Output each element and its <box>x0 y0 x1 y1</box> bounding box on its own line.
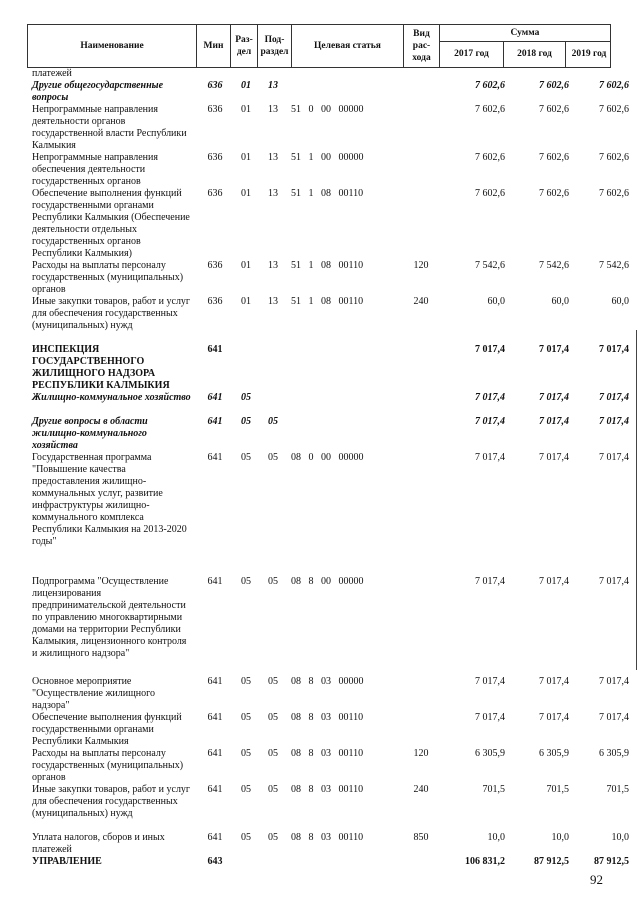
row-2017: 7 017,4 <box>475 676 505 687</box>
row-2017: 7 602,6 <box>475 104 505 115</box>
row-min: 636 <box>207 104 223 115</box>
row-min: 641 <box>207 392 223 403</box>
row-2018: 7 542,6 <box>539 260 569 271</box>
row-min: 641 <box>207 784 223 795</box>
row-min: 641 <box>207 452 223 463</box>
row-name: Другие общегосударственные вопросы <box>32 80 164 103</box>
row-razdel: 01 <box>241 260 251 271</box>
row-celevaya: 08 8 03 00110 <box>291 712 364 723</box>
row-podrazdel: 13 <box>268 104 278 115</box>
row-podrazdel: 05 <box>268 676 278 687</box>
row-celevaya: 51 1 08 00110 <box>291 188 364 199</box>
row-razdel: 01 <box>241 188 251 199</box>
header-min: Мин <box>197 25 231 67</box>
row-2019: 10,0 <box>611 832 629 843</box>
row-2019: 7 017,4 <box>599 576 629 587</box>
row-2019: 7 017,4 <box>599 344 629 355</box>
row-2017: 10,0 <box>487 832 505 843</box>
row-2017: 7 017,4 <box>475 712 505 723</box>
row-razdel: 01 <box>241 152 251 163</box>
header-2019: 2019 год <box>571 49 607 59</box>
row-2017: 7 602,6 <box>475 152 505 163</box>
row-podrazdel: 05 <box>268 416 278 427</box>
row-razdel: 05 <box>241 452 251 463</box>
row-name: платежей <box>32 68 72 79</box>
row-celevaya: 08 8 03 00000 <box>291 676 364 687</box>
row-celevaya: 08 8 03 00110 <box>291 832 364 843</box>
row-razdel: 05 <box>241 784 251 795</box>
header-podrazdel: Под- раздел <box>258 25 292 67</box>
row-2019: 87 912,5 <box>594 856 629 867</box>
row-2019: 7 602,6 <box>599 188 629 199</box>
row-min: 636 <box>207 188 223 199</box>
table-row <box>27 712 629 748</box>
header-name: Наименование <box>28 25 197 67</box>
row-name: Непрограммные направления обеспечения деятельности государственных органов <box>32 152 158 187</box>
row-name: УПРАВЛЕНИЕ <box>32 856 102 867</box>
row-name: Иные закупки товаров, работ и услуг для обеспечения государственных (муниципальных) нужд <box>32 296 191 331</box>
row-name: Подпрограмма "Осуществление лицензирования предпринимательской деятельности по управлению многоквартирными домами на территории Республики Калмыкия, лицензионного контроля и жилищного надзора" <box>32 576 187 659</box>
table-row <box>27 576 629 676</box>
page-number: 92 <box>590 872 603 887</box>
row-2018: 7 017,4 <box>539 392 569 403</box>
row-min: 641 <box>207 676 223 687</box>
header-summa: Сумма <box>440 25 610 42</box>
row-2017: 6 305,9 <box>475 748 505 759</box>
row-celevaya: 51 1 08 00110 <box>291 296 364 307</box>
row-2018: 7 017,4 <box>539 416 569 427</box>
table-row <box>27 296 629 344</box>
row-celevaya: 51 0 00 00000 <box>291 104 364 115</box>
row-celevaya: 51 1 08 00110 <box>291 260 364 271</box>
row-2017: 7 017,4 <box>475 344 505 355</box>
header-2017: 2017 год <box>440 41 504 67</box>
row-2019: 7 542,6 <box>599 260 629 271</box>
row-min: 641 <box>207 832 223 843</box>
table-row <box>27 344 629 392</box>
row-podrazdel: 05 <box>268 748 278 759</box>
table-row <box>27 80 629 104</box>
row-2018: 7 602,6 <box>539 104 569 115</box>
row-2017: 7 602,6 <box>475 80 505 91</box>
row-2019: 7 017,4 <box>599 712 629 723</box>
row-2018: 6 305,9 <box>539 748 569 759</box>
row-razdel: 05 <box>241 416 251 427</box>
row-name: ИНСПЕКЦИЯ ГОСУДАРСТВЕННОГО ЖИЛИЩНОГО НАДЗОРА РЕСПУБЛИКИ КАЛМЫКИЯ <box>32 344 170 391</box>
row-2017: 7 017,4 <box>475 452 505 463</box>
row-vid: 850 <box>413 832 429 843</box>
row-name: Обеспечение выполнения функций государственными органами Республики Калмыкия <box>32 712 182 747</box>
row-min: 636 <box>207 80 223 91</box>
row-vid: 240 <box>413 784 429 795</box>
row-min: 636 <box>207 260 223 271</box>
row-min: 641 <box>207 748 223 759</box>
row-2018: 7 602,6 <box>539 80 569 91</box>
row-2018: 7 602,6 <box>539 152 569 163</box>
row-min: 641 <box>207 344 223 355</box>
row-vid: 120 <box>413 260 429 271</box>
row-razdel: 05 <box>241 712 251 723</box>
row-2018: 7 017,4 <box>539 344 569 355</box>
row-min: 643 <box>207 856 223 867</box>
table-body <box>27 68 629 870</box>
row-name: Расходы на выплаты персоналу государственных (муниципальных) органов <box>32 748 184 783</box>
table-row <box>27 188 629 260</box>
table-row <box>27 748 629 784</box>
row-2018: 7 017,4 <box>539 712 569 723</box>
header-2018: 2018 год <box>504 41 566 67</box>
row-min: 636 <box>207 152 223 163</box>
table-row <box>27 856 629 870</box>
row-vid: 120 <box>413 748 429 759</box>
table-row <box>27 416 629 452</box>
row-podrazdel: 05 <box>268 784 278 795</box>
row-2019: 7 017,4 <box>599 452 629 463</box>
row-celevaya: 51 1 00 00000 <box>291 152 364 163</box>
row-podrazdel: 13 <box>268 152 278 163</box>
row-razdel: 05 <box>241 392 251 403</box>
row-podrazdel: 05 <box>268 712 278 723</box>
row-vid: 240 <box>413 296 429 307</box>
row-2017: 7 017,4 <box>475 392 505 403</box>
row-name: Уплата налогов, сборов и иных платежей <box>32 832 165 855</box>
row-2017: 701,5 <box>482 784 505 795</box>
row-name: Непрограммные направления деятельности органов государственной власти Республики Калмыкия <box>32 104 187 151</box>
row-2019: 7 017,4 <box>599 416 629 427</box>
row-2018: 701,5 <box>546 784 569 795</box>
row-2019: 60,0 <box>611 296 629 307</box>
table-row <box>27 832 629 856</box>
row-razdel: 05 <box>241 832 251 843</box>
row-min: 636 <box>207 296 223 307</box>
table-row <box>27 784 629 832</box>
row-2017: 106 831,2 <box>465 856 505 867</box>
row-name: Иные закупки товаров, работ и услуг для обеспечения государственных (муниципальных) нужд <box>32 784 191 819</box>
row-2018: 7 017,4 <box>539 576 569 587</box>
row-name: Основное мероприятие "Осуществление жилищного надзора" <box>32 676 155 711</box>
row-podrazdel: 05 <box>268 832 278 843</box>
row-podrazdel: 05 <box>268 452 278 463</box>
table-row <box>27 68 611 80</box>
header-razdel: Раз- дел <box>231 25 258 67</box>
table-row <box>27 260 629 296</box>
table-row <box>27 392 629 416</box>
row-podrazdel: 13 <box>268 260 278 271</box>
row-podrazdel: 13 <box>268 296 278 307</box>
row-name: Жилищно-коммунальное хозяйство <box>32 392 191 403</box>
row-name: Обеспечение выполнения функций государственными органами Республики Калмыкия (Обеспечение деятельности отдельных государственных органов Республики Калмыкия) <box>32 188 190 259</box>
table-row <box>27 152 629 188</box>
row-razdel: 05 <box>241 748 251 759</box>
row-2017: 7 542,6 <box>475 260 505 271</box>
row-2019: 701,5 <box>606 784 629 795</box>
row-2019: 7 602,6 <box>599 152 629 163</box>
row-2019: 7 017,4 <box>599 676 629 687</box>
row-2017: 7 602,6 <box>475 188 505 199</box>
row-razdel: 01 <box>241 296 251 307</box>
row-2018: 7 017,4 <box>539 452 569 463</box>
row-2018: 87 912,5 <box>534 856 569 867</box>
row-2018: 10,0 <box>551 832 569 843</box>
row-name: Государственная программа "Повышение качества предоставления жилищно-коммунальных услуг, развитие инфраструктуры жилищно-коммунального комплекса Республики Калмыкия на 2013-2020 годы" <box>32 452 187 547</box>
row-razdel: 01 <box>241 104 251 115</box>
row-podrazdel: 13 <box>268 188 278 199</box>
row-min: 641 <box>207 576 223 587</box>
row-2019: 7 602,6 <box>599 104 629 115</box>
row-2018: 7 602,6 <box>539 188 569 199</box>
row-razdel: 05 <box>241 676 251 687</box>
table-row <box>27 676 629 712</box>
row-podrazdel: 13 <box>268 80 278 91</box>
row-razdel: 01 <box>241 80 251 91</box>
row-celevaya: 08 0 00 00000 <box>291 452 364 463</box>
row-2018: 60,0 <box>551 296 569 307</box>
header-summa-group <box>440 25 610 67</box>
page-edge-line <box>636 330 637 670</box>
row-name: Другие вопросы в области жилищно-коммунального хозяйства <box>32 416 148 451</box>
row-razdel: 05 <box>241 576 251 587</box>
row-celevaya: 08 8 00 00000 <box>291 576 364 587</box>
row-min: 641 <box>207 712 223 723</box>
row-2018: 7 017,4 <box>539 676 569 687</box>
row-min: 641 <box>207 416 223 427</box>
header-vid: Вид рас- хода <box>404 25 440 67</box>
row-2019: 7 017,4 <box>599 392 629 403</box>
row-2019: 6 305,9 <box>599 748 629 759</box>
header-celevaya: Целевая статья <box>292 25 404 67</box>
table-header <box>27 24 611 68</box>
row-2019: 7 602,6 <box>599 80 629 91</box>
table-row <box>27 104 629 152</box>
row-celevaya: 08 8 03 00110 <box>291 748 364 759</box>
row-name: Расходы на выплаты персоналу государственных (муниципальных) органов <box>32 260 184 295</box>
row-2017: 60,0 <box>487 296 505 307</box>
row-celevaya: 08 8 03 00110 <box>291 784 364 795</box>
row-2017: 7 017,4 <box>475 416 505 427</box>
row-podrazdel: 05 <box>268 576 278 587</box>
table-row <box>27 452 629 576</box>
row-2017: 7 017,4 <box>475 576 505 587</box>
